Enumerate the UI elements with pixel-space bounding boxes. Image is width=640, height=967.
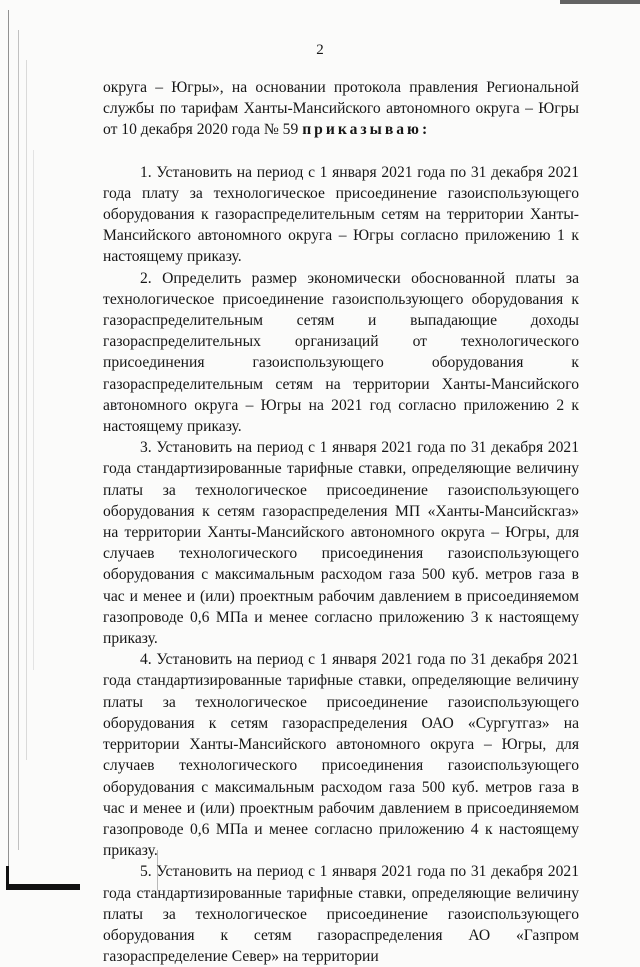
document-body: [103, 77, 579, 967]
scan-artifact-bottom-corner: [6, 884, 80, 890]
intro-paragraph: [103, 77, 579, 141]
scan-artifact-left-edge: [0, 0, 40, 905]
scan-artifact-top-edge: [560, 0, 640, 4]
order-item-2: 2. Определить размер экономически обоснованной платы за технологическое присоединение газоиспользующего оборудования к газораспределительным сетям и выпадающие доходы газораспределительных организаций от технологического присоединения газоиспользующего оборудования к газораспределительным сетям на территории Ханты-Мансийского автономного округа – Югры на 2021 год согласно приложению 2 к настоящему приказу.: [103, 269, 579, 436]
order-item-5: 5. Установить на период с 1 января 2021 года по 31 декабря 2021 года стандартизированные тарифные ставки, определяющие величину платы за технологическое присоединение газоиспользующего оборудования к сетям газораспределения АО «Газпром газораспределение Север» на территории: [103, 863, 579, 966]
order-word: приказываю:: [302, 121, 431, 139]
order-item-1: 1. Установить на период с 1 января 2021 года по 31 декабря 2021 года плату за технологическое присоединение газоиспользующего оборудования к газораспределительным сетям на территории Ханты-Мансийского автономного округа – Югры согласно приложению 1 к настоящему приказу.: [103, 163, 579, 266]
intro-text: округа – Югры», на основании протокола правления Региональной службы по тарифам Ханты-Мансийского автономного округа – Югры от 10 декабря 2020 года № 59: [103, 79, 579, 139]
page-number: 2: [316, 42, 324, 58]
order-item-4: 4. Установить на период с 1 января 2021 года по 31 декабря 2021 года стандартизированные тарифные ставки, определяющие величину платы за технологическое присоединение газоиспользующего оборудования к сетям газораспределения ОАО «Сургутгаз» на территории Ханты-Мансийского автономного округа – Югры, для случаев технологического присоединения газоиспользующего оборудования с максимальным расходом газа 500 куб. метров газа в час и менее и (или) проектным рабочим давлением в присоединяемом газопроводе 0,6 МПа и менее согласно приложению 4 к настоящему приказу.: [103, 651, 579, 860]
order-item-3: 3. Установить на период с 1 января 2021 года по 31 декабря 2021 года стандартизированные тарифные ставки, определяющие величину платы за технологическое присоединение газоиспользующего оборудования к сетям газораспределения МП «Ханты-Мансийскгаз» на территории Ханты-Мансийского автономного округа – Югры, для случаев технологического присоединения газоиспользующего оборудования с максимальным расходом газа 500 куб. метров газа в час и менее и (или) проектным рабочим давлением в присоединяемом газопроводе 0,6 МПа и менее согласно приложению 3 к настоящему приказу.: [103, 439, 579, 648]
